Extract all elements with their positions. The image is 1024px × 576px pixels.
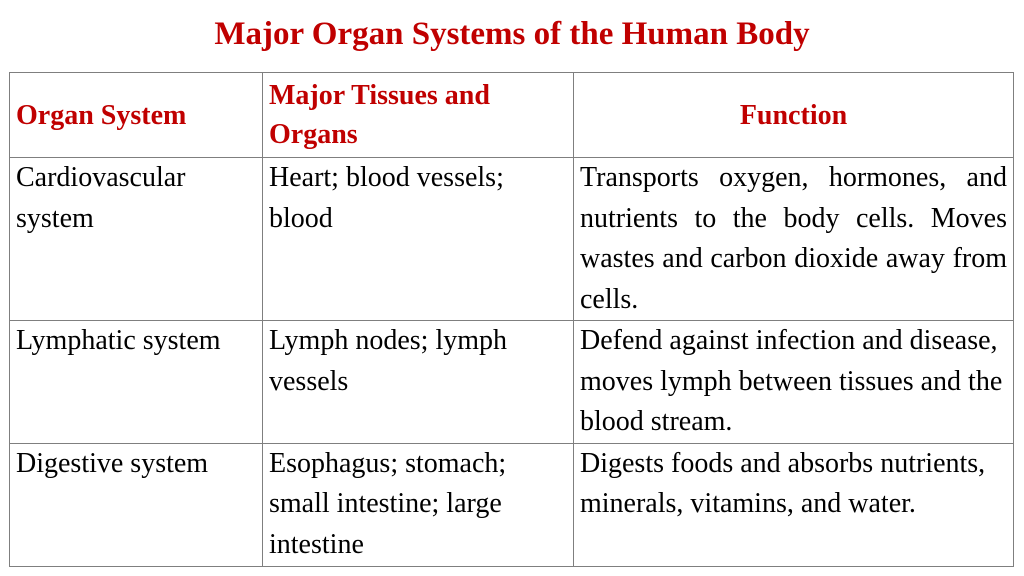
table-row — [10, 443, 1014, 566]
cell-function: Defend against infection and disease, moves lymph between tissues and the blood stream. — [574, 321, 1014, 444]
cell-tissues-organs: Esophagus; stomach; small intestine; large intestine — [263, 443, 574, 566]
table-header-row — [10, 73, 1014, 158]
table-row — [10, 158, 1014, 321]
page-title: Major Organ Systems of the Human Body — [214, 16, 810, 52]
cell-organ-system: Lymphatic system — [10, 321, 263, 444]
table-row — [10, 321, 1014, 444]
header-major-tissues-organs: Major Tissues and Organs — [263, 73, 574, 158]
cell-organ-system: Digestive system — [10, 443, 263, 566]
organ-systems-table — [9, 72, 1014, 567]
header-organ-system: Organ System — [10, 73, 263, 158]
cell-tissues-organs: Heart; blood vessels; blood — [263, 158, 574, 321]
cell-organ-system: Cardiovascular system — [10, 158, 263, 321]
cell-function: Transports oxygen, hormones, and nutrients to the body cells. Moves wastes and carbon dioxide away from cells. — [574, 158, 1014, 321]
cell-function: Digests foods and absorbs nutrients, minerals, vitamins, and water. — [574, 443, 1014, 566]
cell-tissues-organs: Lymph nodes; lymph vessels — [263, 321, 574, 444]
header-function: Function — [574, 73, 1014, 158]
